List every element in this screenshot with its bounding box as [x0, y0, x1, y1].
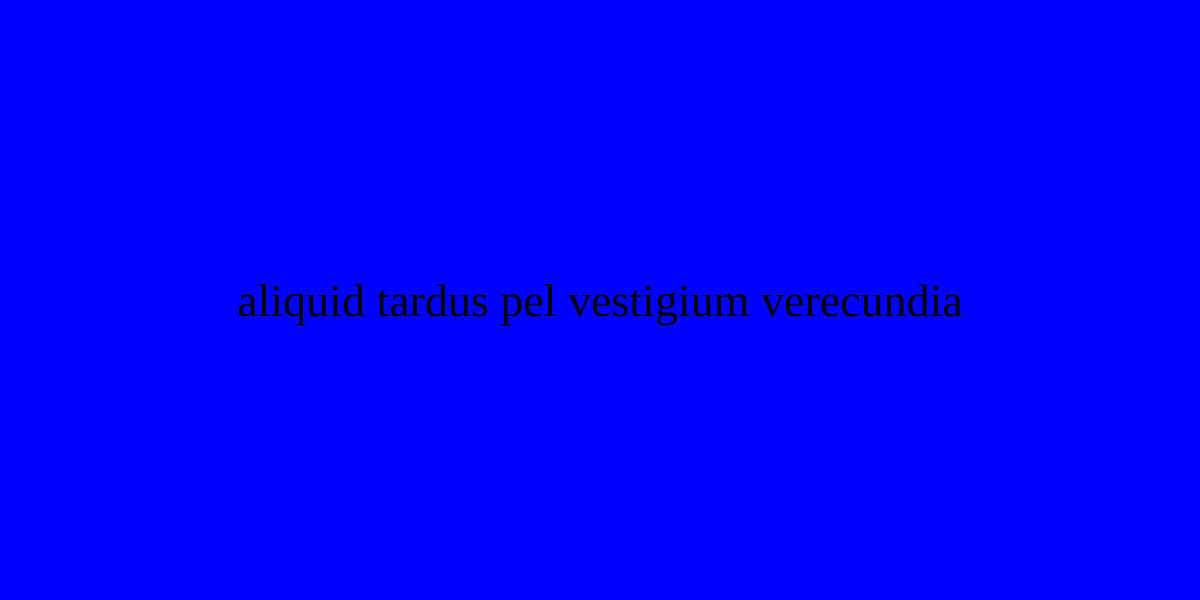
- center-text: aliquid tardus pel vestigium verecundia: [237, 275, 963, 326]
